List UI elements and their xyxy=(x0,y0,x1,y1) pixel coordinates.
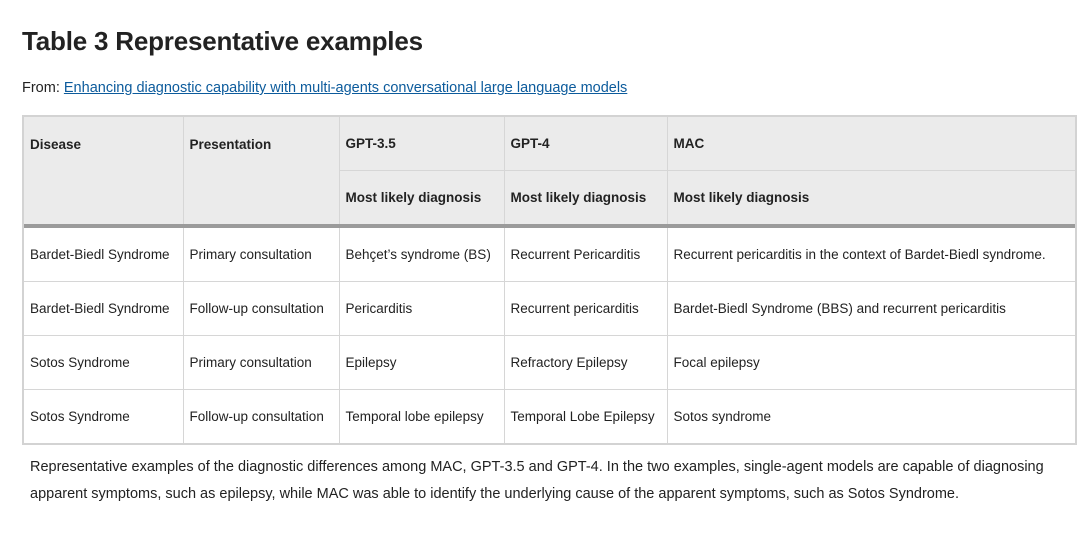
cell-disease: Bardet-Biedl Syndrome xyxy=(24,282,183,336)
table-caption: Representative examples of the diagnostic differences among MAC, GPT-3.5 and GPT-4. In the two examples, single-agent models are capable of diagnosing apparent symptoms, such as epilepsy, while MAC was able to identify the underlying cause of the apparent symptoms, such as Sotos Syndrome. xyxy=(30,459,1044,502)
examples-table-container xyxy=(22,115,1077,445)
header-presentation: Presentation xyxy=(183,117,339,226)
cell-mac: Bardet-Biedl Syndrome (BBS) and recurrent pericarditis xyxy=(667,282,1075,336)
cell-gpt4: Refractory Epilepsy xyxy=(504,336,667,390)
page-title: Table 3 Representative examples xyxy=(22,26,423,56)
cell-presentation: Primary consultation xyxy=(183,226,339,282)
header-disease: Disease xyxy=(24,117,183,226)
header-mac: MAC xyxy=(667,117,1075,171)
header-gpt4: GPT-4 xyxy=(504,117,667,171)
cell-mac: Sotos syndrome xyxy=(673,409,772,424)
cell-gpt35: Temporal lobe epilepsy xyxy=(339,390,504,444)
table-row xyxy=(24,390,1075,444)
table-header xyxy=(24,117,1075,226)
subheader-gpt4-diagnosis: Most likely diagnosis xyxy=(504,171,667,227)
cell-disease: Bardet-Biedl Syndrome xyxy=(24,226,183,282)
examples-table xyxy=(24,117,1075,443)
cell-mac: Focal epilepsy xyxy=(667,336,1075,390)
header-row-main xyxy=(24,117,1075,171)
subheader-gpt35-diagnosis: Most likely diagnosis xyxy=(339,171,504,227)
cell-presentation: Follow-up consultation xyxy=(183,390,339,444)
source-article-link[interactable]: Enhancing diagnostic capability with multi-agents conversational large language models xyxy=(63,80,628,96)
header-gpt35: GPT-3.5 xyxy=(339,117,504,171)
cell-gpt35: Behçet’s syndrome (BS) xyxy=(339,226,504,282)
source-line xyxy=(22,78,627,98)
cell-disease: Sotos Syndrome xyxy=(24,390,183,444)
cell-gpt4: Recurrent pericarditis xyxy=(504,282,667,336)
cell-gpt4: Temporal Lobe Epilepsy xyxy=(504,390,667,444)
cell-mac: Recurrent pericarditis in the context of Bardet-Biedl syndrome. xyxy=(667,226,1075,282)
table-row xyxy=(24,282,1075,336)
cell-presentation: Primary consultation xyxy=(183,336,339,390)
cell-disease: Sotos Syndrome xyxy=(24,336,183,390)
table-row xyxy=(24,226,1075,282)
subheader-mac-diagnosis: Most likely diagnosis xyxy=(667,171,1075,227)
table-row xyxy=(24,336,1075,390)
cell-gpt35: Epilepsy xyxy=(339,336,504,390)
table-body xyxy=(24,226,1075,443)
cell-gpt4: Recurrent Pericarditis xyxy=(504,226,667,282)
cell-gpt35: Pericarditis xyxy=(339,282,504,336)
source-prefix: From: xyxy=(22,80,64,96)
cell-presentation: Follow-up consultation xyxy=(183,282,339,336)
